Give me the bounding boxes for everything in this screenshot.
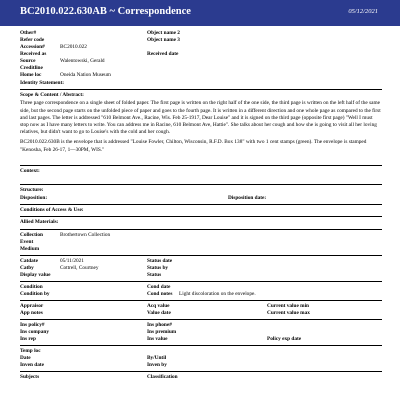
- app-notes-label: App notes: [20, 309, 43, 316]
- disposition-label: Disposition:: [20, 195, 48, 202]
- identity-statement-label: Identity Statement:: [20, 80, 64, 86]
- row-catdate: [20, 258, 382, 265]
- temp-loc-label: Temp loc: [20, 347, 41, 354]
- home-loc-value: Oneida Nation Museum: [60, 72, 111, 78]
- row-ins-company: [20, 329, 382, 336]
- row-event: [20, 239, 382, 246]
- row-source: [20, 58, 382, 65]
- record-title: BC2010.022.630AB ~ Correspondence: [20, 6, 191, 17]
- row-app-notes: [20, 310, 382, 317]
- row-condition: [20, 284, 382, 291]
- divider: [20, 216, 382, 217]
- divider: [20, 281, 382, 282]
- status-label: Status: [147, 271, 162, 278]
- scope-paragraph-1: Three page correspondence on a single sheet of folded paper. The first page is written on the right half of the one side, the third page is written on the left half of the same side, but the second page starts on the unfolded piece of paper and goes to the fourth page. It is written in a different direction and one whole page as compared to the first and last pages. The letter is addressed "610 Belmont Ave., Racine, Wis. Feb 25-1917, Dear Louise" and it is signed on the third page (opposite first page) "Well I must stop now as I have many letters to write. You can address me in Racine, 610 Belmont Ave, Hattie". She talks about her cough and how she is going to visit all her loving relatives, but didn't want to go to Louise's with the cold and her cough.: [20, 100, 381, 136]
- cond-date-label: Cond date: [147, 283, 171, 290]
- subjects-label: Subjects: [20, 373, 40, 380]
- row-disposition: [20, 195, 382, 202]
- divider: [20, 319, 382, 320]
- scope-label: Scope & Content / Abstract:: [20, 92, 84, 99]
- structure-label: Structure:: [20, 187, 44, 194]
- divider: [20, 300, 382, 301]
- divider: [20, 89, 382, 90]
- accession-value: BC2010.022: [60, 44, 87, 50]
- report-date: 05/12/2021: [348, 8, 378, 15]
- condition-by-label: Condition by: [20, 290, 50, 297]
- row-other: [20, 30, 382, 37]
- display-value-label: Display value: [20, 271, 51, 278]
- row-ins-policy: [20, 322, 382, 329]
- scope-paragraph-2: BC2010.022.630B is the envelope that is addressed "Louise Fowler, Chilton, Wisconsin, R.F.D. Box 138" with two 1 cent stamps (green). The envelope is stamped "Kenosha, Feb 26-17, 1—30PM, WIS.": [20, 139, 367, 153]
- divider: [20, 345, 382, 346]
- source-value: Walentowski, Gerald: [60, 58, 105, 64]
- divider: [20, 165, 382, 166]
- classification-label: Classification: [147, 373, 178, 380]
- divider: [20, 371, 382, 372]
- row-appraisor: [20, 303, 382, 310]
- object-name2-label: Object name 2: [147, 30, 180, 36]
- value-date-label: Value date: [147, 309, 171, 316]
- catby-value: Cottrell, Courtney: [60, 264, 99, 271]
- row-medium: [20, 246, 382, 253]
- catdate-value: 05/11/2021: [60, 257, 84, 264]
- record-header: [0, 0, 400, 26]
- row-ins-rep: [20, 336, 382, 343]
- row-accession: [20, 44, 382, 51]
- row-collection: [20, 232, 382, 239]
- received-date-label: Received date: [147, 51, 179, 57]
- divider: [20, 255, 382, 256]
- other-label: Other#: [20, 30, 37, 36]
- appraisor-label: Appraisor: [20, 302, 44, 309]
- record-content: [20, 30, 382, 381]
- row-received-as: [20, 51, 382, 58]
- cond-notes-label: Cond notes: [147, 290, 173, 297]
- divider: [20, 229, 382, 230]
- catby-label: Catby: [20, 264, 34, 271]
- disposition-date-label: Disposition date:: [228, 195, 267, 202]
- event-label: Event: [20, 238, 34, 245]
- inven-date-label: Inven date: [20, 361, 44, 368]
- medium-label: Medium: [20, 245, 40, 252]
- allied-label: Allied Materials:: [20, 219, 59, 226]
- object-name3-label: Object name 3: [147, 37, 180, 43]
- refer-label: Refer code: [20, 37, 45, 43]
- divider: [20, 184, 382, 185]
- row-refer: [20, 37, 382, 44]
- condition-label: Condition: [20, 283, 43, 290]
- source-label: Source: [20, 58, 36, 64]
- home-loc-label: Home loc: [20, 72, 42, 78]
- current-max-label: Current value max: [267, 309, 310, 316]
- divider: [20, 204, 382, 205]
- ins-premium-label: Ins premium: [147, 328, 177, 335]
- row-home-loc: [20, 72, 382, 79]
- row-catby: [20, 265, 382, 272]
- status-by-label: Status by: [147, 264, 169, 271]
- row-temp-loc: [20, 348, 382, 355]
- row-inven-date: [20, 362, 382, 369]
- ins-policy-label: Ins policy#: [20, 321, 45, 328]
- ins-value-label: Ins value: [147, 335, 168, 342]
- date-label: Date: [20, 354, 31, 361]
- status-date-label: Status date: [147, 257, 173, 264]
- ins-rep-label: Ins rep: [20, 335, 36, 342]
- cond-notes-value: Light discoloration on the envelope.: [179, 290, 256, 297]
- current-min-label: Current value min: [267, 302, 309, 309]
- context-label: Context:: [20, 167, 40, 174]
- conditions-label: Conditions of Access & Use:: [20, 207, 84, 214]
- row-condition-by: [20, 291, 382, 298]
- received-as-label: Received as: [20, 51, 47, 57]
- ins-company-label: Ins company: [20, 328, 49, 335]
- acq-value-label: Acq value: [147, 302, 170, 309]
- collection-value: Brothertown Collection: [60, 231, 111, 238]
- collection-label: Collection: [20, 231, 43, 238]
- accession-label: Accession#: [20, 44, 45, 50]
- row-date: [20, 355, 382, 362]
- policy-exp-label: Policy exp date: [267, 335, 302, 342]
- inven-by-label: Inven by: [147, 361, 167, 368]
- ins-phone-label: Ins phone#: [147, 321, 172, 328]
- by-until-label: By/Until: [147, 354, 167, 361]
- row-display-value: [20, 272, 382, 279]
- row-creditline: [20, 65, 382, 72]
- row-subjects: [20, 374, 382, 381]
- creditline-label: Creditline: [20, 65, 43, 71]
- catdate-label: Catdate: [20, 257, 38, 264]
